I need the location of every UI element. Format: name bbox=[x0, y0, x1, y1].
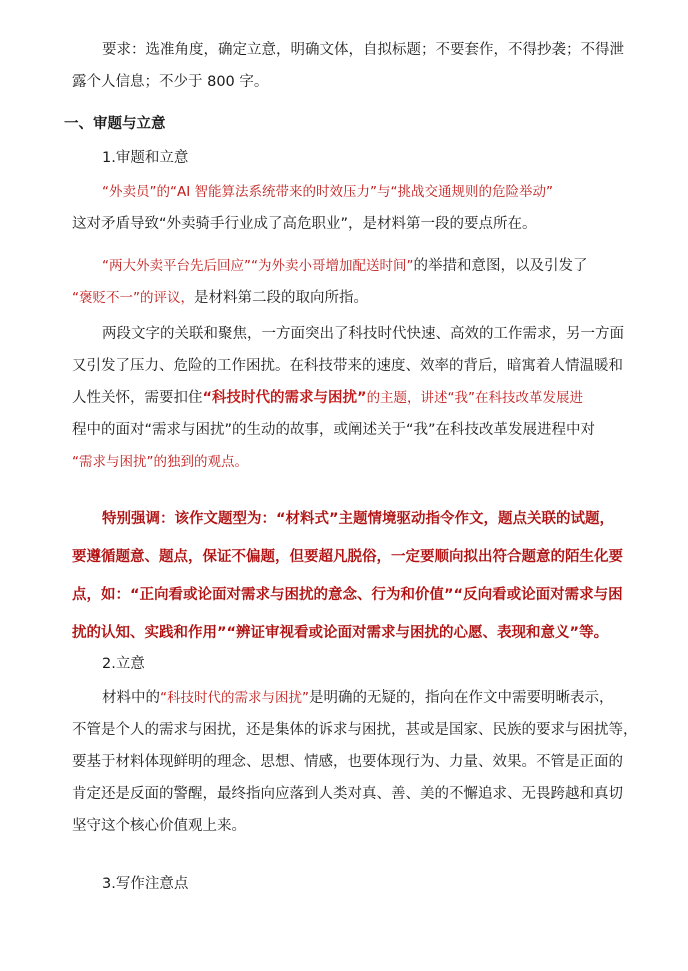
paragraph-3-line-1: 两段文字的关联和聚焦，一方面突出了科技时代快速、高效的工作需求，另一方面 bbox=[102, 326, 624, 342]
paragraph-4-line-2: 不管是个人的需求与困扰，还是集体的诉求与困扰，甚或是国家、民族的要求与困扰等， bbox=[72, 722, 638, 738]
paragraph-2-red: “两大外卖平台先后回应”“为外卖小哥增加配送时间” bbox=[102, 258, 414, 274]
requirement-line-2: 露个人信息；不少于 800 字。 bbox=[72, 74, 269, 90]
paragraph-1-red: “外卖员”的“AI 智能算法系统带来的时效压力”与“挑战交通规则的危险举动” bbox=[102, 184, 553, 200]
paragraph-1-rest: 这对矛盾导致“外卖骑手行业成了高危职业”，是材料第一段的要点所在。 bbox=[72, 216, 537, 232]
paragraph-2-end: 是材料第二段的取向所指。 bbox=[194, 290, 368, 306]
paragraph-4-line-1b: 是明确的无疑的，指向在作文中需要明晰表示， bbox=[309, 690, 614, 706]
paragraph-2 bbox=[72, 250, 620, 314]
paragraph-3-line-3-red: 的主题，讲述“我”在科技改革发展进 bbox=[366, 390, 584, 406]
paragraph-2-mid: 的举措和意图，以及引发了 bbox=[413, 258, 588, 274]
requirement-line-1: 要求：选准角度，确定立意，明确文体，自拟标题；不要套作，不得抄袭；不得泄 bbox=[102, 42, 624, 58]
subsection-2-title: 2.立意 bbox=[102, 656, 145, 672]
paragraph-3-line-4: 程中的面对“需求与困扰”的生动的故事，或阐述关于“我”在科技改革发展进程中对 bbox=[72, 422, 596, 438]
paragraph-3 bbox=[72, 318, 624, 478]
paragraph-2-red-2: “褒贬不一”的评议， bbox=[72, 290, 194, 306]
requirement-paragraph bbox=[72, 34, 624, 98]
paragraph-3-line-5: “需求与困扰”的独到的观点。 bbox=[72, 454, 248, 470]
paragraph-4-line-1-red: “科技时代的需求与困扰” bbox=[160, 690, 309, 706]
paragraph-1 bbox=[72, 176, 620, 240]
paragraph-3-line-3-bold: “科技时代的需求与困扰” bbox=[202, 390, 367, 406]
subsection-1-title: 1.审题和立意 bbox=[102, 150, 189, 166]
paragraph-4-line-5: 坚守这个核心价值观上来。 bbox=[72, 818, 246, 834]
paragraph-4-line-3: 要基于材料体现鲜明的理念、思想、情感，也要体现行为、力量、效果。不管是正面的 bbox=[72, 754, 623, 770]
paragraph-4-line-1a: 材料中的 bbox=[102, 690, 160, 706]
emphasis-line-1: 特别强调：该作文题型为：“材料式”主题情境驱动指令作文，题点关联的试题， bbox=[102, 511, 615, 527]
paragraph-3-line-3a: 人性关怀，需要扣住 bbox=[72, 390, 203, 406]
paragraph-3-line-2: 又引发了压力、危险的工作困扰。在科技带来的速度、效率的背后，暗寓着人情温暖和 bbox=[72, 358, 623, 374]
emphasis-line-3: 点，如：“正向看或论面对需求与困扰的意念、行为和价值”“反向看或论面对需求与困 bbox=[72, 587, 623, 603]
section-1-title: 一、审题与立意 bbox=[64, 116, 166, 132]
emphasis-line-4: 扰的认知、实践和作用”“辨证审视看或论面对需求与困扰的心愿、表现和意义”等。 bbox=[72, 625, 609, 641]
emphasis-paragraph bbox=[72, 500, 623, 652]
subsection-3-title: 3.写作注意点 bbox=[102, 876, 189, 892]
paragraph-4 bbox=[72, 682, 638, 842]
paragraph-4-line-4: 肯定还是反面的警醒，最终指向应落到人类对真、善、美的不懈追求、无畏跨越和真切 bbox=[72, 786, 623, 802]
emphasis-line-2: 要遵循题意、题点，保证不偏题，但要超凡脱俗，一定要顺向拟出符合题意的陌生化要 bbox=[72, 549, 623, 565]
